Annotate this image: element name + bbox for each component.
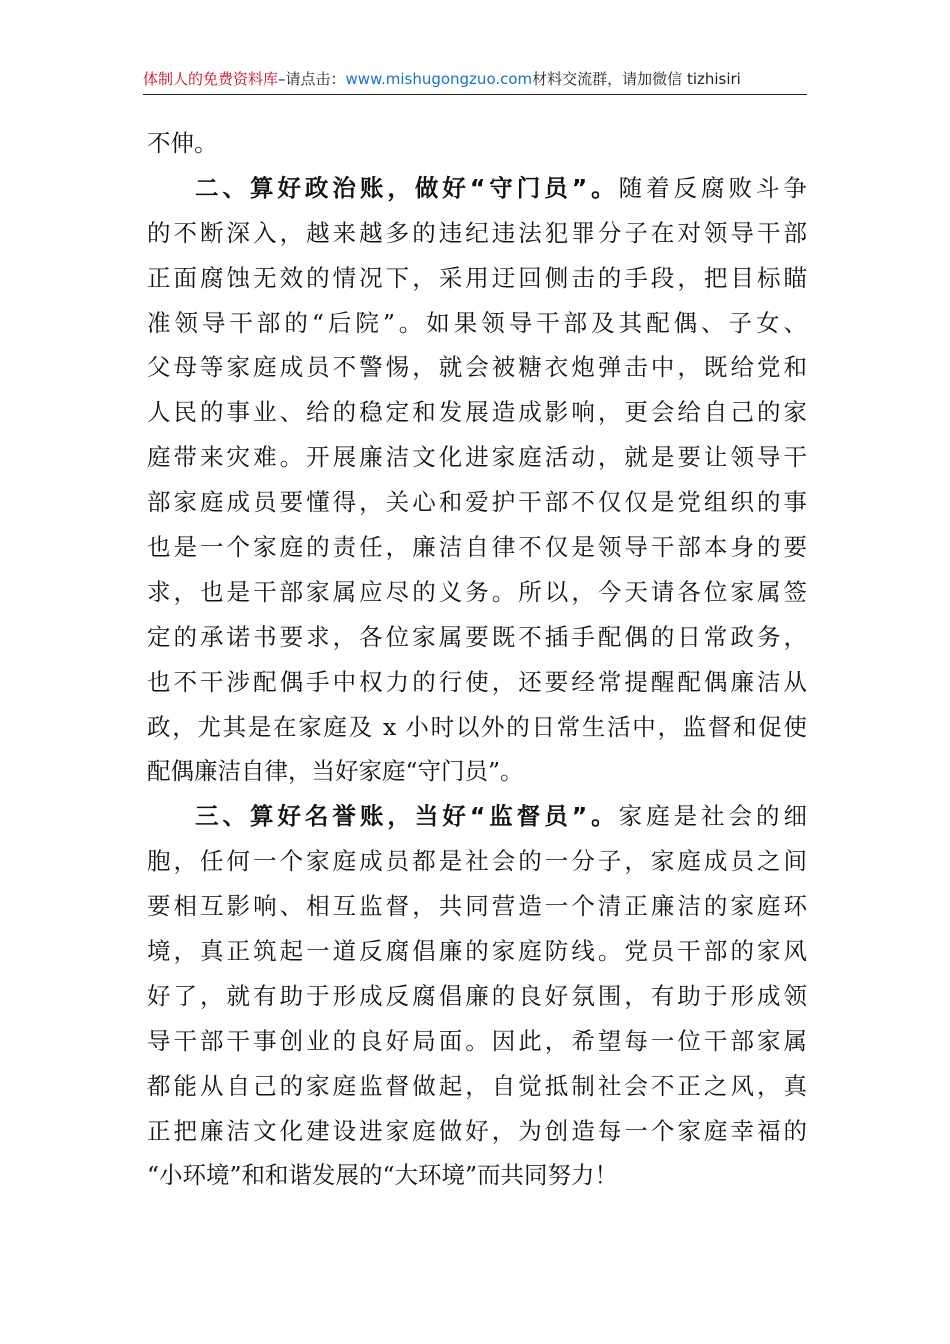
header-brand: 体制人的免费资料库	[143, 70, 279, 88]
text-line: 也不干涉配偶手中权力的行使，还要经常提醒配偶廉洁从	[147, 667, 807, 696]
text-line: 不伸。	[147, 129, 218, 157]
text-line: 都能从自己的家庭监督做起，自觉抵制社会不正之风，真	[147, 1071, 807, 1100]
text-line: 境，真正筑起一道反腐倡廉的家庭防线。党员干部的家风	[147, 937, 807, 966]
document-body	[147, 121, 807, 1198]
text-line: “小环境”和和谐发展的“大环境”而共同努力！	[147, 1161, 619, 1190]
header-tail: 材料交流群，请加微信 tizhisiri	[532, 70, 741, 88]
header-separator: –请点击：	[278, 70, 346, 88]
section-heading-2: 二、算好政治账，做好“守门员”。	[195, 173, 619, 202]
text-line: 庭带来灾难。开展廉洁文化进家庭活动，就是要让领导干	[147, 443, 807, 472]
text-line: 也是一个家庭的责任，廉洁自律不仅是领导干部本身的要	[147, 533, 807, 562]
text-line: 父母等家庭成员不警惕，就会被糖衣炮弹击中，既给党和	[147, 353, 807, 382]
paragraph-2-first-line	[147, 166, 807, 211]
text-line: 胞，任何一个家庭成员都是社会的一分子，家庭成员之间	[147, 847, 807, 876]
text-line: 准领导干部的“后院”。如果领导干部及其配偶、子女、	[147, 308, 807, 337]
text-line: 求，也是干部家属应尽的义务。所以，今天请各位家属签	[147, 577, 807, 606]
page-header	[143, 66, 807, 95]
text-line: 定的承诺书要求，各位家属要既不插手配偶的日常政务，	[147, 622, 807, 651]
text-line: 部家庭成员要懂得，关心和爱护干部不仅仅是党组织的事	[147, 488, 807, 517]
text-line: 政，尤其是在家庭及 x 小时以外的日常生活中，监督和促使	[147, 712, 807, 741]
text-line: 正把廉洁文化建设进家庭做好，为创造每一个家庭幸福的	[147, 1116, 807, 1145]
text-span: 家庭是社会的细	[618, 802, 808, 831]
paragraph-3-first-line	[147, 794, 807, 839]
text-span: 随着反腐败斗争	[618, 173, 808, 202]
text-line: 好了，就有助于形成反腐倡廉的良好氛围，有助于形成领	[147, 981, 807, 1010]
text-line: 配偶廉洁自律，当好家庭“守门员”。	[147, 757, 524, 786]
text-line: 导干部干事创业的良好局面。因此，希望每一位干部家属	[147, 1026, 807, 1055]
section-heading-3: 三、算好名誉账，当好“监督员”。	[195, 802, 619, 831]
text-line: 的不断深入，越来越多的违纪违法犯罪分子在对领导干部	[147, 218, 807, 247]
text-line: 要相互影响、相互监督，共同营造一个清正廉洁的家庭环	[147, 892, 807, 921]
text-line: 正面腐蚀无效的情况下，采用迂回侧击的手段，把目标瞄	[147, 263, 807, 292]
text-line: 人民的事业、给的稳定和发展造成影响，更会给自己的家	[147, 398, 807, 427]
header-link[interactable]: www.mishugongzuo.com	[345, 70, 533, 88]
